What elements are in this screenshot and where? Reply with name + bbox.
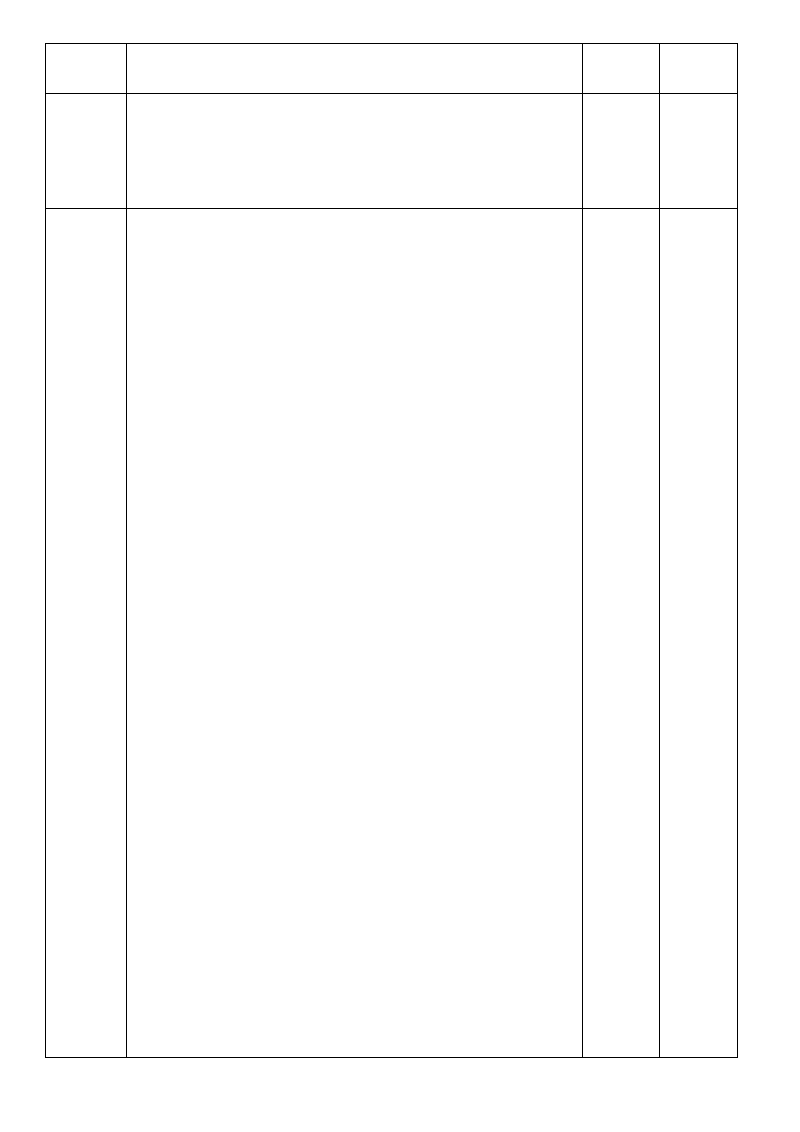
timeline-figure bbox=[126, 440, 582, 632]
table-border-top bbox=[45, 43, 738, 44]
table-row-divider bbox=[45, 208, 738, 209]
table-border-bottom bbox=[45, 1057, 738, 1058]
table-border-left bbox=[45, 43, 46, 1057]
table-divider-2 bbox=[582, 43, 583, 1057]
table-header-divider bbox=[45, 93, 738, 94]
table-divider-3 bbox=[659, 43, 660, 1057]
table-border-right bbox=[737, 43, 738, 1057]
